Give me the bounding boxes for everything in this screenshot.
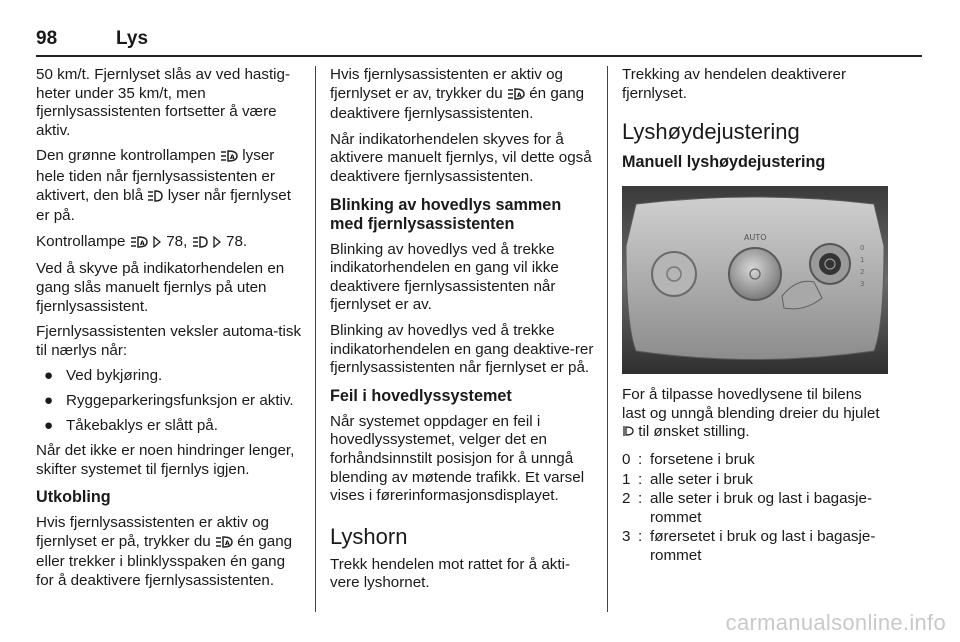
list-item: 2 : alle seter i bruk og last i bagasje-rommet [622,490,873,526]
paragraph: Blinking av hovedlys ved å trekke indikatorhendelen en gang vil ikke deaktivere fjernlysassistenten når fjernlyset er av. [330,240,559,314]
text: Den grønne kontrollampen [36,147,216,165]
section-heading-lyshoydejustering: Lyshøydejustering [622,119,800,145]
section-heading-utkobling: Utkobling [36,488,111,507]
high-beam-icon [192,235,208,254]
page-reference[interactable]: 78. [226,232,248,250]
list-item: ● Ryggeparkeringsfunksjon er aktiv. [44,391,294,409]
text: én gang deaktivere fjernlysassistenten. [330,84,585,123]
header-rule [36,55,922,57]
headlight-range-wheel-icon [622,424,634,444]
text: Hvis fjernlysassistenten er aktiv og fjernlyset er av, trykker du [330,66,563,102]
page-header [36,28,922,52]
bullet-list [36,367,302,435]
list-item: ● Tåkebaklys er slått på. [44,416,218,434]
text: Hvis fjernlysassistenten er aktiv og fjernlyset er på, trykker du [36,514,269,550]
paragraph: Trekk hendelen mot rattet for å akti-vere lyshornet. [330,555,571,592]
page-reference-icon [212,235,222,254]
section-heading-blinking: Blinking av hovedlys sammen med fjernlysassistenten [330,195,562,233]
list-item: 3 : førersetet i bruk og last i bagasje-rommet [622,528,876,564]
watermark: carmanualsonline.info [725,610,946,635]
bullet-icon: ● [44,391,54,409]
paragraph: 50 km/t. Fjernlyset slås av ved hastig-heter under 35 km/t, men fjernlysassistenten fortsetter å være aktiv. [36,66,291,139]
headlight-control-photo [622,186,888,374]
column-divider [607,66,608,612]
scale-label: 0 [860,244,865,253]
column-divider [315,66,316,612]
svg-text:A: A [139,239,145,247]
bullet-icon: ● [44,416,54,434]
scale-label: 3 [860,280,865,289]
text: lyser hele tiden når fjernlysassistenten er aktivert, den blå [36,147,275,204]
svg-text:A: A [516,91,522,99]
high-beam-assist-icon [130,235,148,254]
paragraph: Når det ikke er noen hindringer lenger, skifter systemet til fjernlys igjen. [36,442,295,478]
text: lyser når fjernlyset er på. [36,186,291,225]
svg-text:A: A [230,154,235,162]
text: til ønsket stilling. [638,423,750,441]
paragraph: Trekking av hendelen deaktiverer fjernlyset. [622,66,847,102]
paragraph [36,147,302,225]
text: For å tilpasse hovedlysene til bilens last og unngå blending dreier du hjulet [622,386,880,422]
high-beam-assist-icon [220,149,238,168]
high-beam-assist-icon [215,535,233,554]
subsection-heading-manuell: Manuell lyshøydejustering [622,153,826,172]
paragraph: Fjernlysassistenten veksler automa-tisk til nærlys når: [36,323,302,359]
section-heading-lyshorn: Lyshorn [330,523,408,549]
bullet-icon: ● [44,367,54,385]
section-heading-feil: Feil i hovedlyssystemet [330,386,512,405]
position-list [622,451,888,566]
page-reference-icon [152,235,162,254]
text: Kontrollampe [36,232,126,250]
paragraph: Når indikatorhendelen skyves for å aktivere manuelt fjernlys, vil dette også deaktivere fjernlysassistenten. [330,130,592,185]
text: én gang eller trekker i blinklysspaken én gang for å deaktivere fjernlysassistenten. [36,532,293,590]
paragraph [36,233,302,254]
high-beam-assist-icon [507,87,525,106]
paragraph [36,514,302,590]
scale-label: 2 [860,268,865,277]
chapter-title: Lys [116,28,149,49]
list-item: ● Ved bykjøring. [44,367,163,385]
list-item: 1 : alle seter i bruk [622,470,753,488]
paragraph [330,66,596,124]
column-2 [330,66,596,600]
scale-label: 1 [860,256,865,265]
page-number: 98 [36,28,58,49]
svg-text:A: A [224,539,230,547]
column-1 [36,66,302,598]
list-item: 0 : forsetene i bruk [622,450,755,468]
paragraph [622,386,888,444]
column-3 [622,66,888,567]
paragraph: Ved å skyve på indikatorhendelen en gang slås manuelt fjernlys på uten fjernlysassistent. [36,260,285,315]
knob-label: AUTO [744,233,767,243]
high-beam-icon [147,189,163,208]
paragraph: Når systemet oppdager en feil i hovedlyssystemet, velger det en forhåndsinnstilt posisjon for å unngå blending av møtende trafikk. Et varsel vises i førerinformasjonsdisplayet. [330,412,585,505]
page-reference[interactable]: 78, [166,232,188,250]
paragraph: Blinking av hovedlys ved å trekke indikatorhendelen en gang deaktive-rer fjernlysassistenten når fjernlyset er på. [330,321,594,377]
